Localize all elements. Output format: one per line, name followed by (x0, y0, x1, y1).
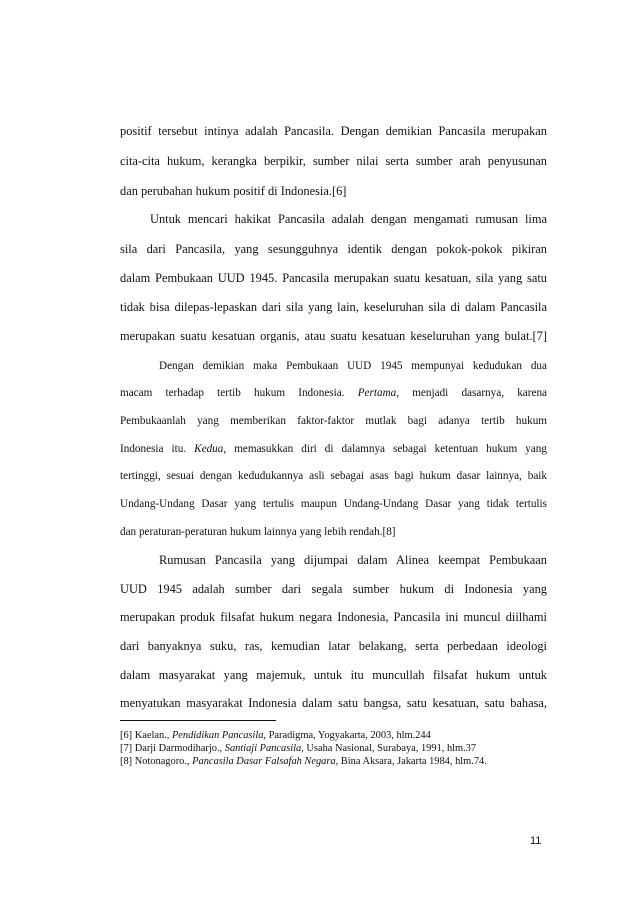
text-span: [7] Darji Darmodiharjo., (120, 743, 225, 754)
text-span: , menjadi dasarnya, karena (396, 387, 547, 399)
text-span: , Paradigma, Yogyakarta, 2003, hlm.244 (263, 730, 431, 741)
body-line: dari banyaknya suku, ras, kemudian latar belakang, serta perbedaan ideologi (120, 639, 547, 653)
footnote-7 (120, 742, 476, 755)
body-line: UUD 1945 adalah sumber dari segala sumber hukum di Indonesia yang (120, 582, 547, 596)
text-span: Indonesia itu. (120, 443, 195, 455)
italic-text: Pendidikan Pancasila (171, 730, 264, 741)
body-line: Untuk mencari hakikat Pancasila adalah dengan mengamati rumusan lima (150, 212, 547, 226)
italic-text: Kedua (194, 443, 224, 455)
body-line: merupakan produk filsafat hukum negara Indonesia, Pancasila ini muncul diilhami (120, 610, 547, 624)
footnote-8 (120, 755, 487, 768)
body-line: dan peraturan-peraturan hukum lainnya yang lebih rendah.[8] (120, 526, 396, 538)
text-span: , Usaha Nasional, Surabaya, 1991, hlm.37 (301, 743, 477, 754)
body-line: merupakan suatu kesatuan organis, atau suatu kesatuan keseluruhan yang bulat.[7] (120, 329, 547, 343)
body-line-with-italic (120, 385, 547, 401)
italic-text: Pancasila Dasar Falsafah Negara (192, 756, 336, 767)
body-line: dalam Pembukaan UUD 1945. Pancasila merupakan suatu kesatuan, sila yang satu (120, 271, 547, 285)
text-span: , Bina Aksara, Jakarta 1984, hlm.74. (335, 756, 487, 767)
body-line: Dengan demikian maka Pembukaan UUD 1945 mempunyai kedudukan dua (159, 360, 547, 372)
footnote-6 (120, 729, 431, 742)
body-line: tertinggi, sesuai dengan kedudukannya asli sebagai asas bagi hukum dasar lainnya, baik (120, 470, 547, 482)
text-span: , memasukkan diri di dalamnya sebagai ketentuan hukum yang (223, 443, 547, 455)
body-line: dalam masyarakat yang majemuk, untuk itu muncullah filsafat hukum untuk (120, 668, 547, 682)
body-line: positif tersebut intinya adalah Pancasila. Dengan demikian Pancasila merupakan (120, 124, 547, 138)
footnote-separator (120, 720, 276, 721)
body-line: sila dari Pancasila, yang sesungguhnya identik dengan pokok-pokok pikiran (120, 242, 547, 256)
body-line: dan perubahan hukum positif di Indonesia.[6] (120, 184, 347, 198)
text-span: [6] Kaelan., (120, 730, 172, 741)
italic-text: Pertama (357, 387, 397, 399)
page-number: 11 (530, 835, 542, 847)
body-line: cita-cita hukum, kerangka berpikir, sumber nilai serta sumber arah penyusunan (120, 154, 547, 168)
italic-text: Santiaji Pancasila (224, 743, 302, 754)
text-span: [8] Notonagoro., (120, 756, 193, 767)
body-line: tidak bisa dilepas-lepaskan dari sila yang lain, keseluruhan sila di dalam Pancasila (120, 300, 547, 314)
text-span: macam terhadap tertib hukum Indonesia. (120, 387, 358, 399)
body-line: menyatukan masyarakat Indonesia dalam satu bangsa, satu kesatuan, satu bahasa, (120, 696, 547, 710)
body-line: Undang-Undang Dasar yang tertulis maupun Undang-Undang Dasar yang tidak tertulis (120, 498, 547, 510)
body-line: Rumusan Pancasila yang dijumpai dalam Alinea keempat Pembukaan (159, 553, 547, 567)
body-line-with-italic (120, 441, 547, 457)
body-line: Pembukaanlah yang memberikan faktor-faktor mutlak bagi adanya tertib hukum (120, 415, 547, 427)
